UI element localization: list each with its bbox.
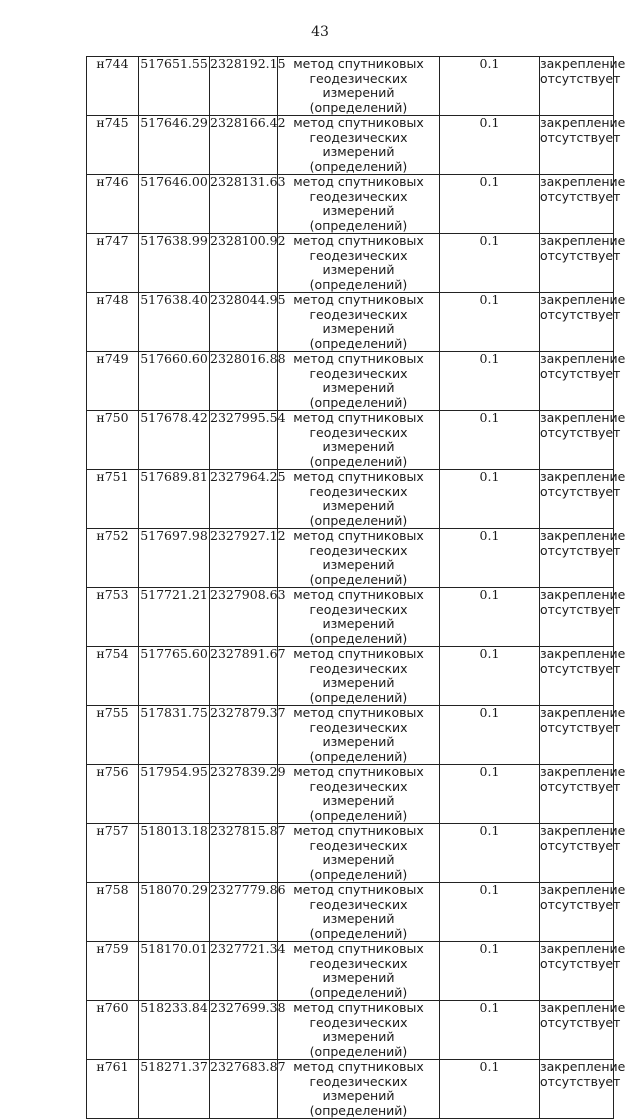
method-cell (278, 116, 440, 175)
accuracy-cell: 0.1 (440, 588, 540, 647)
method-line: метод спутниковых (293, 1059, 424, 1074)
coordinates-table (86, 56, 626, 1119)
method-cell (278, 470, 440, 529)
table-row (87, 411, 614, 470)
table-row (87, 883, 614, 942)
fixing-cell (540, 56, 626, 116)
point-id-cell: н750 (87, 411, 139, 470)
method-line: геодезических измерений (309, 424, 408, 454)
x-coordinate-cell: 517638.40 (139, 293, 210, 352)
fixing-line: закрепление (540, 705, 626, 720)
method-cell (278, 647, 440, 706)
method-line: (определений) (309, 158, 408, 174)
method-cell (278, 529, 440, 588)
y-coordinate-cell: 2327891.67 (210, 647, 278, 706)
fixing-line: отсутствует (540, 542, 621, 558)
method-line: геодезических измерений (309, 365, 408, 395)
page-number: 43 (311, 24, 329, 40)
fixing-line: закрепление (540, 646, 626, 661)
accuracy-cell: 0.1 (440, 942, 540, 1001)
accuracy-cell: 0.1 (440, 352, 540, 411)
x-coordinate-cell: 518271.37 (139, 1060, 210, 1119)
method-line: (определений) (309, 512, 408, 528)
accuracy-cell: 0.1 (440, 706, 540, 765)
fixing-line: закрепление (540, 882, 626, 897)
x-coordinate-cell: 517954.95 (139, 765, 210, 824)
point-id-cell: н744 (87, 57, 139, 116)
x-coordinate-cell: 517660.60 (139, 352, 210, 411)
method-line: геодезических измерений (309, 542, 408, 572)
method-cell (278, 1060, 440, 1119)
y-coordinate-cell: 2327908.63 (210, 588, 278, 647)
table-row (87, 647, 614, 706)
y-coordinate-cell: 2328100.92 (210, 234, 278, 293)
method-line: (определений) (309, 571, 408, 587)
method-line: геодезических измерений (309, 483, 408, 513)
method-line: (определений) (309, 689, 408, 705)
y-coordinate-cell: 2328131.63 (210, 175, 278, 234)
method-cell (278, 706, 440, 765)
method-cell (278, 1001, 440, 1060)
accuracy-cell: 0.1 (440, 470, 540, 529)
fixing-cell (540, 469, 626, 529)
table-row (87, 706, 614, 765)
method-cell (278, 293, 440, 352)
method-line: метод спутниковых (293, 115, 424, 130)
accuracy-cell: 0.1 (440, 411, 540, 470)
accuracy-cell: 0.1 (440, 647, 540, 706)
method-line: метод спутниковых (293, 587, 424, 602)
y-coordinate-cell: 2327995.54 (210, 411, 278, 470)
method-line: метод спутниковых (293, 233, 424, 248)
accuracy-cell: 0.1 (440, 824, 540, 883)
method-line: (определений) (309, 748, 408, 764)
x-coordinate-cell: 517765.60 (139, 647, 210, 706)
x-coordinate-cell: 518070.29 (139, 883, 210, 942)
point-id-cell: н746 (87, 175, 139, 234)
fixing-cell (540, 1059, 626, 1119)
y-coordinate-cell: 2327721.34 (210, 942, 278, 1001)
point-id-cell: н760 (87, 1001, 139, 1060)
y-coordinate-cell: 2327683.87 (210, 1060, 278, 1119)
point-id-cell: н761 (87, 1060, 139, 1119)
x-coordinate-cell: 517646.29 (139, 116, 210, 175)
accuracy-cell: 0.1 (440, 1001, 540, 1060)
method-line: (определений) (309, 217, 408, 233)
fixing-line: закрепление (540, 764, 626, 779)
method-line: геодезических измерений (309, 1073, 408, 1103)
accuracy-cell: 0.1 (440, 529, 540, 588)
fixing-line: отсутствует (540, 306, 621, 322)
method-cell (278, 588, 440, 647)
fixing-line: отсутствует (540, 1073, 621, 1089)
method-line: геодезических измерений (309, 247, 408, 277)
y-coordinate-cell: 2327839.29 (210, 765, 278, 824)
accuracy-cell: 0.1 (440, 883, 540, 942)
fixing-cell (540, 115, 626, 175)
method-line: метод спутниковых (293, 764, 424, 779)
method-cell (278, 942, 440, 1001)
x-coordinate-cell: 517831.75 (139, 706, 210, 765)
fixing-line: отсутствует (540, 365, 621, 381)
x-coordinate-cell: 518170.01 (139, 942, 210, 1001)
method-cell (278, 765, 440, 824)
point-id-cell: н759 (87, 942, 139, 1001)
method-line: геодезических измерений (309, 896, 408, 926)
fixing-line: закрепление (540, 174, 626, 189)
fixing-line: отсутствует (540, 129, 621, 145)
y-coordinate-cell: 2328166.42 (210, 116, 278, 175)
y-coordinate-cell: 2327879.37 (210, 706, 278, 765)
fixing-line: закрепление (540, 351, 626, 366)
accuracy-cell: 0.1 (440, 293, 540, 352)
method-cell (278, 175, 440, 234)
method-line: (определений) (309, 394, 408, 410)
fixing-line: отсутствует (540, 660, 621, 676)
method-line: геодезических измерений (309, 188, 408, 218)
fixing-cell (540, 705, 626, 765)
method-line: метод спутниковых (293, 646, 424, 661)
accuracy-cell: 0.1 (440, 1060, 540, 1119)
method-line: геодезических измерений (309, 719, 408, 749)
x-coordinate-cell: 517646.00 (139, 175, 210, 234)
y-coordinate-cell: 2327815.87 (210, 824, 278, 883)
method-line: метод спутниковых (293, 528, 424, 543)
fixing-line: закрепление (540, 1059, 626, 1074)
table-row (87, 1060, 614, 1119)
fixing-line: отсутствует (540, 955, 621, 971)
fixing-line: отсутствует (540, 896, 621, 912)
method-line: (определений) (309, 1043, 408, 1059)
method-line: (определений) (309, 866, 408, 882)
method-line: метод спутниковых (293, 351, 424, 366)
method-line: метод спутниковых (293, 882, 424, 897)
fixing-line: закрепление (540, 233, 626, 248)
method-line: (определений) (309, 925, 408, 941)
point-id-cell: н755 (87, 706, 139, 765)
method-line: (определений) (309, 1102, 408, 1118)
fixing-cell (540, 941, 626, 1001)
table-row (87, 234, 614, 293)
fixing-line: отсутствует (540, 70, 621, 86)
fixing-line: отсутствует (540, 719, 621, 735)
method-line: метод спутниковых (293, 174, 424, 189)
method-cell (278, 352, 440, 411)
y-coordinate-cell: 2328044.95 (210, 293, 278, 352)
method-line: метод спутниковых (293, 469, 424, 484)
table-row (87, 765, 614, 824)
table-row (87, 293, 614, 352)
method-cell (278, 883, 440, 942)
table-row (87, 529, 614, 588)
fixing-cell (540, 292, 626, 352)
table-row (87, 588, 614, 647)
fixing-line: отсутствует (540, 483, 621, 499)
point-id-cell: н749 (87, 352, 139, 411)
fixing-cell (540, 882, 626, 942)
fixing-line: отсутствует (540, 837, 621, 853)
x-coordinate-cell: 517678.42 (139, 411, 210, 470)
fixing-cell (540, 351, 626, 411)
x-coordinate-cell: 518013.18 (139, 824, 210, 883)
method-line: геодезических измерений (309, 778, 408, 808)
point-id-cell: н752 (87, 529, 139, 588)
fixing-cell (540, 646, 626, 706)
fixing-cell (540, 233, 626, 293)
x-coordinate-cell: 517697.98 (139, 529, 210, 588)
method-line: (определений) (309, 99, 408, 115)
fixing-line: отсутствует (540, 1014, 621, 1030)
method-line: метод спутниковых (293, 823, 424, 838)
table-row (87, 352, 614, 411)
fixing-line: закрепление (540, 823, 626, 838)
x-coordinate-cell: 518233.84 (139, 1001, 210, 1060)
fixing-line: закрепление (540, 410, 626, 425)
fixing-line: отсутствует (540, 601, 621, 617)
accuracy-cell: 0.1 (440, 57, 540, 116)
method-line: геодезических измерений (309, 306, 408, 336)
fixing-line: отсутствует (540, 247, 621, 263)
method-line: геодезических измерений (309, 129, 408, 159)
point-id-cell: н757 (87, 824, 139, 883)
fixing-cell (540, 823, 626, 883)
point-id-cell: н753 (87, 588, 139, 647)
fixing-line: закрепление (540, 1000, 626, 1015)
x-coordinate-cell: 517689.81 (139, 470, 210, 529)
fixing-cell (540, 764, 626, 824)
method-cell (278, 234, 440, 293)
table-row (87, 57, 614, 116)
y-coordinate-cell: 2327779.86 (210, 883, 278, 942)
accuracy-cell: 0.1 (440, 765, 540, 824)
fixing-line: закрепление (540, 587, 626, 602)
fixing-cell (540, 1000, 626, 1060)
y-coordinate-cell: 2328192.15 (210, 57, 278, 116)
method-line: (определений) (309, 807, 408, 823)
x-coordinate-cell: 517721.21 (139, 588, 210, 647)
point-id-cell: н751 (87, 470, 139, 529)
y-coordinate-cell: 2327964.25 (210, 470, 278, 529)
method-line: метод спутниковых (293, 410, 424, 425)
point-id-cell: н748 (87, 293, 139, 352)
y-coordinate-cell: 2327699.38 (210, 1001, 278, 1060)
method-line: геодезических измерений (309, 70, 408, 100)
method-line: метод спутниковых (293, 1000, 424, 1015)
fixing-line: закрепление (540, 115, 626, 130)
fixing-cell (540, 174, 626, 234)
table-row (87, 1001, 614, 1060)
method-line: метод спутниковых (293, 56, 424, 71)
method-line: геодезических измерений (309, 1014, 408, 1044)
table-row (87, 116, 614, 175)
table-body (87, 56, 626, 1119)
accuracy-cell: 0.1 (440, 175, 540, 234)
method-line: метод спутниковых (293, 292, 424, 307)
x-coordinate-cell: 517638.99 (139, 234, 210, 293)
x-coordinate-cell: 517651.55 (139, 57, 210, 116)
fixing-line: закрепление (540, 941, 626, 956)
method-cell (278, 57, 440, 116)
method-line: (определений) (309, 276, 408, 292)
fixing-line: закрепление (540, 56, 626, 71)
method-line: геодезических измерений (309, 837, 408, 867)
fixing-line: отсутствует (540, 188, 621, 204)
fixing-cell (540, 528, 626, 588)
accuracy-cell: 0.1 (440, 116, 540, 175)
point-id-cell: н745 (87, 116, 139, 175)
accuracy-cell: 0.1 (440, 234, 540, 293)
method-cell (278, 411, 440, 470)
method-line: (определений) (309, 984, 408, 1000)
fixing-line: отсутствует (540, 778, 621, 794)
point-id-cell: н747 (87, 234, 139, 293)
point-id-cell: н756 (87, 765, 139, 824)
point-id-cell: н754 (87, 647, 139, 706)
fixing-line: закрепление (540, 528, 626, 543)
fixing-line: закрепление (540, 292, 626, 307)
table-row (87, 175, 614, 234)
fixing-cell (540, 410, 626, 470)
table-row (87, 942, 614, 1001)
fixing-cell (540, 587, 626, 647)
y-coordinate-cell: 2328016.88 (210, 352, 278, 411)
method-line: метод спутниковых (293, 941, 424, 956)
y-coordinate-cell: 2327927.12 (210, 529, 278, 588)
fixing-line: отсутствует (540, 424, 621, 440)
table-row (87, 470, 614, 529)
fixing-line: закрепление (540, 469, 626, 484)
table-row (87, 824, 614, 883)
method-line: (определений) (309, 453, 408, 469)
method-line: метод спутниковых (293, 705, 424, 720)
method-line: геодезических измерений (309, 955, 408, 985)
method-line: (определений) (309, 630, 408, 646)
method-cell (278, 824, 440, 883)
method-line: геодезических измерений (309, 601, 408, 631)
point-id-cell: н758 (87, 883, 139, 942)
method-line: геодезических измерений (309, 660, 408, 690)
method-line: (определений) (309, 335, 408, 351)
